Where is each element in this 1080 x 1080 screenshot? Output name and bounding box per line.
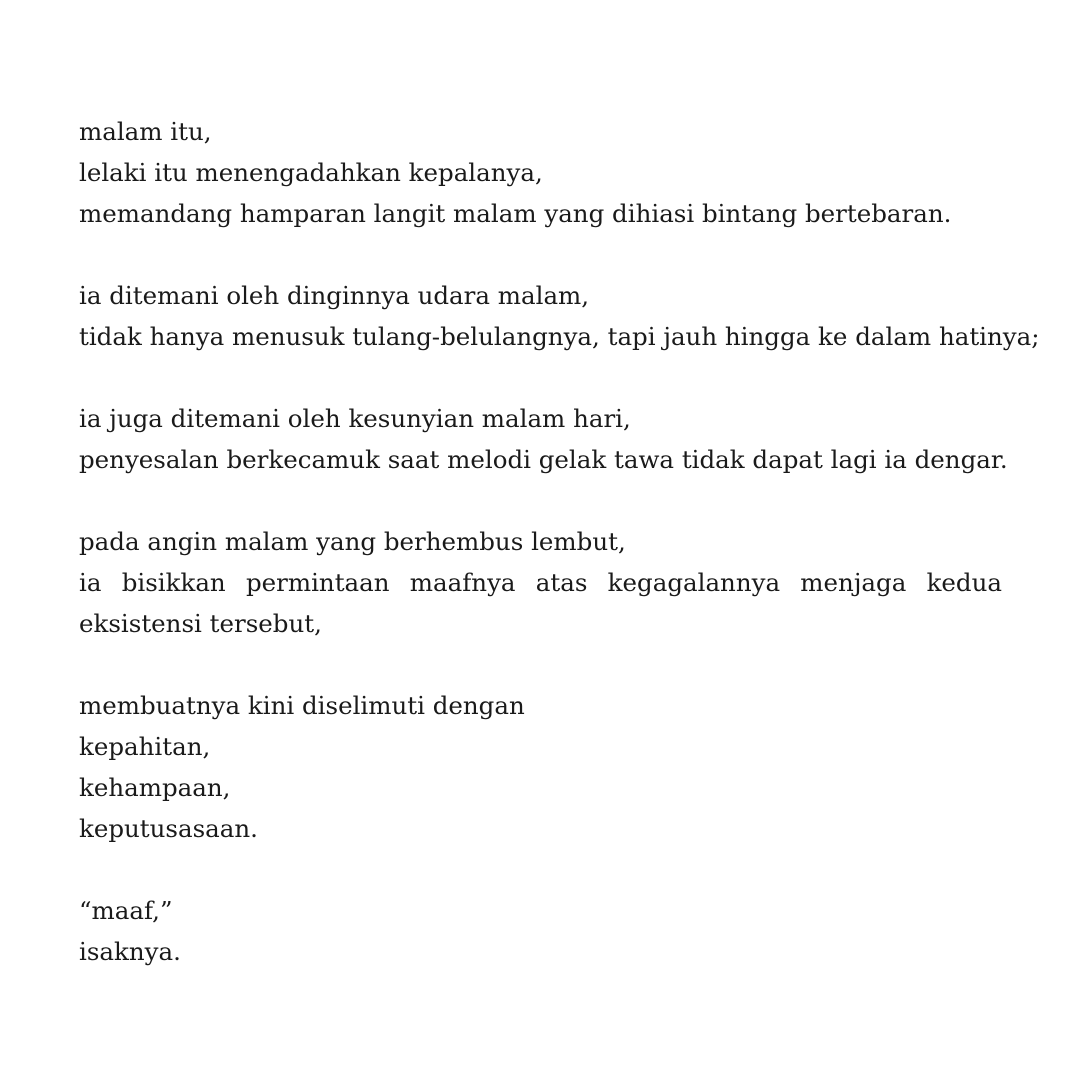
stanza-3 [79, 398, 1008, 480]
poem-line: membuatnya kini diselimuti dengan [79, 691, 525, 720]
poem-line: tidak hanya menusuk tulang-belulangnya, tapi jauh hingga ke dalam hatinya; [79, 322, 1040, 351]
stanza-1 [79, 111, 1002, 234]
stanza-5 [79, 685, 1002, 849]
poem-line: keputusasaan. [79, 814, 258, 843]
stanza-4 [79, 521, 1002, 644]
stanza-2 [79, 275, 1040, 357]
poem-line: ia juga ditemani oleh kesunyian malam hari, [79, 404, 631, 433]
poem-line: isaknya. [79, 937, 181, 966]
stanza-6 [79, 890, 1002, 972]
poem-line: “maaf,” [79, 896, 173, 925]
poem-body [79, 111, 1040, 972]
poem-line: pada angin malam yang berhembus lembut, [79, 527, 626, 556]
poem-line: penyesalan berkecamuk saat melodi gelak tawa tidak dapat lagi ia dengar. [79, 445, 1008, 474]
poem-line: memandang hamparan langit malam yang dihiasi bintang bertebaran. [79, 199, 952, 228]
poem-line: kepahitan, [79, 732, 211, 761]
poem-line: lelaki itu menengadahkan kepalanya, [79, 158, 543, 187]
poem-line: malam itu, [79, 117, 212, 146]
poem-line: ia bisikkan permintaan maafnya atas kegagalannya menjaga kedua eksistensi tersebut, [79, 568, 1002, 638]
poem-line: ia ditemani oleh dinginnya udara malam, [79, 281, 590, 310]
poem-line: kehampaan, [79, 773, 231, 802]
